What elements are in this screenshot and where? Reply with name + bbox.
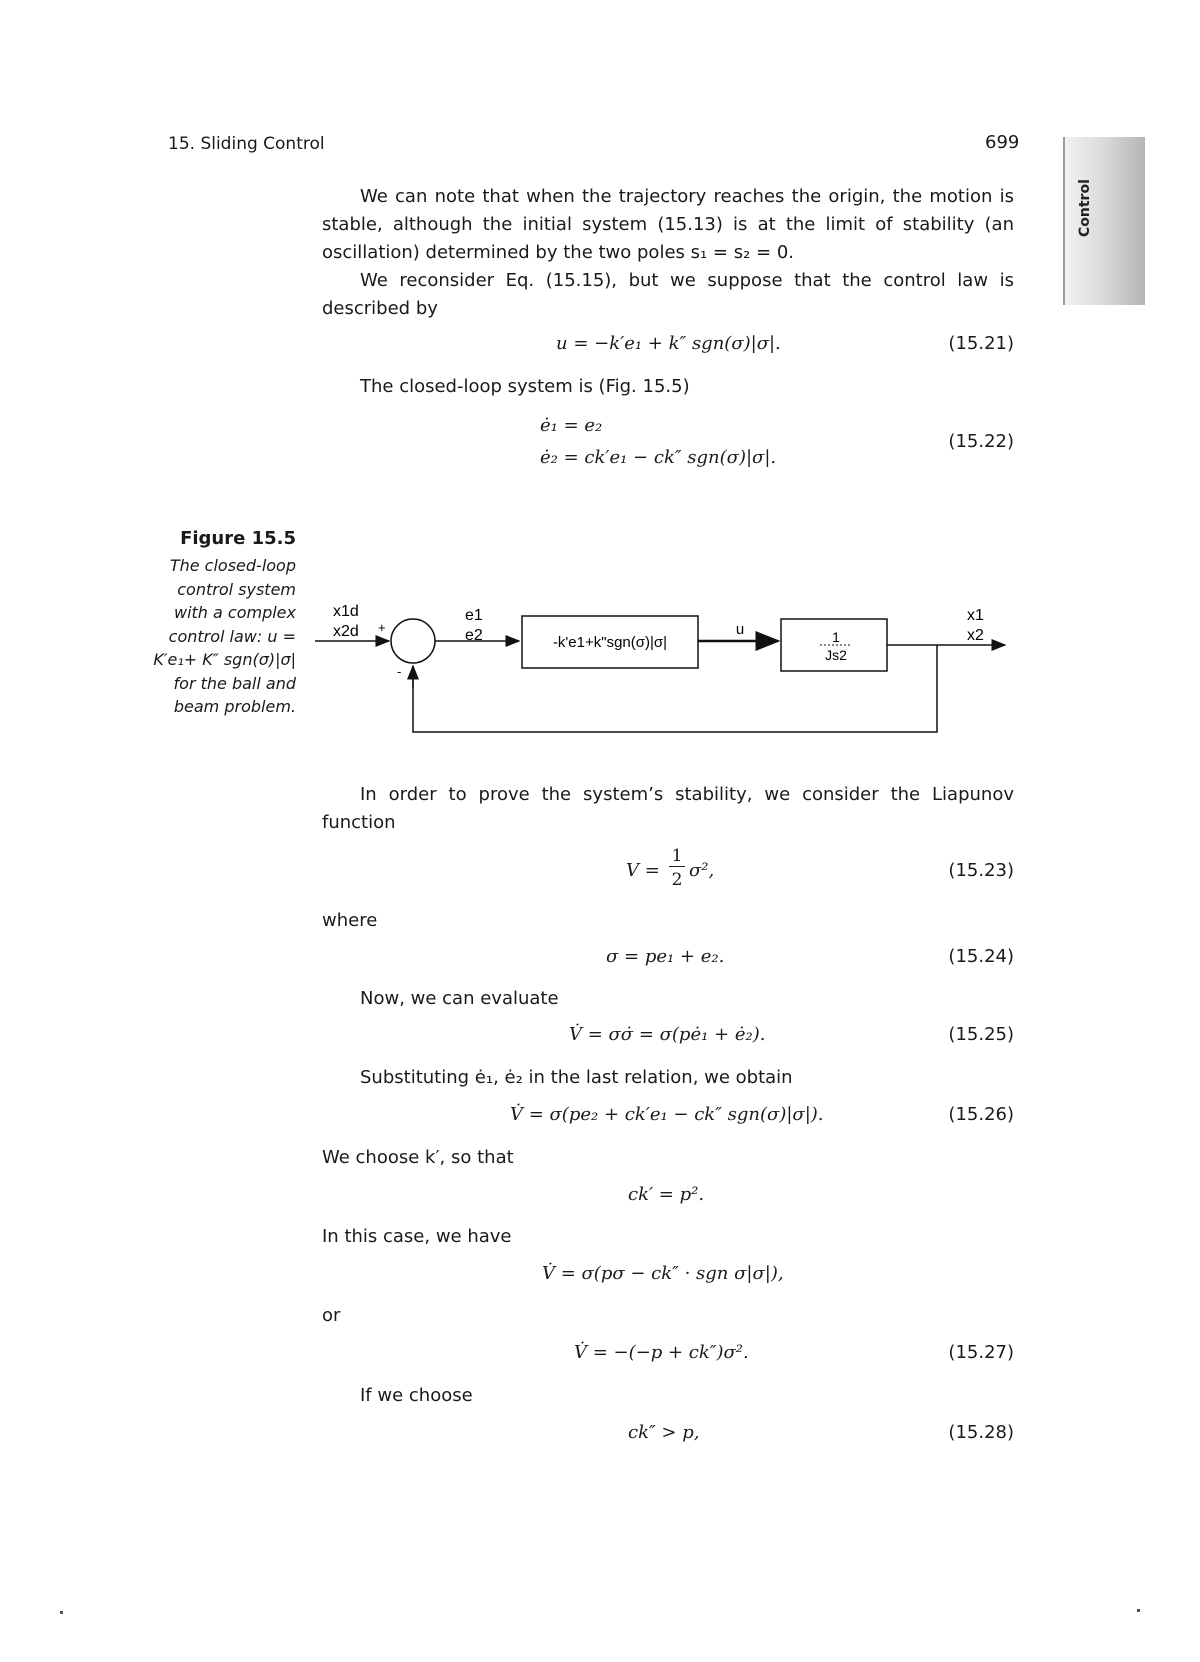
equation-15-26: V̇ = σ(pe₂ + ck′e₁ − ck″ sgn(σ)|σ|). bbox=[510, 1104, 824, 1125]
equation-number: (15.21) bbox=[948, 333, 1014, 354]
paragraph: In order to prove the system’s stability, we consider the Liapunov function bbox=[322, 784, 1014, 833]
paragraph: Substituting ė₁, ė₂ in the last relation, we obtain bbox=[360, 1067, 793, 1088]
figure-caption: The closed-loop control system with a complex control law: u = K′e₁+ K″ sgn(σ)|σ| for the ball and beam problem. bbox=[153, 556, 296, 716]
equation-number: (15.22) bbox=[948, 431, 1014, 452]
figure-label: Figure 15.5 bbox=[180, 528, 296, 549]
output-label-x1: x1 bbox=[967, 607, 984, 624]
plus-sign: + bbox=[378, 620, 386, 635]
paragraph: If we choose bbox=[360, 1385, 473, 1406]
equation-15-24: σ = pe₁ + e₂. bbox=[606, 946, 725, 967]
equation-number: (15.24) bbox=[948, 946, 1014, 967]
scan-mark bbox=[60, 1611, 63, 1614]
plant-numerator: 1 bbox=[832, 629, 840, 645]
equation-15-23-denominator: 2 bbox=[671, 870, 683, 890]
equation-15-23-lhs: V = bbox=[626, 860, 660, 881]
equation-15-28: ck″ > p, bbox=[628, 1422, 700, 1443]
paragraph: where bbox=[322, 910, 378, 931]
equation-number: (15.28) bbox=[948, 1422, 1014, 1443]
page-number: 699 bbox=[985, 132, 1020, 153]
equation-vdot-intermediate: V̇ = σ(pσ − ck″ · sgn σ|σ|), bbox=[542, 1263, 784, 1284]
equation-15-23-numerator: 1 bbox=[669, 846, 685, 867]
equation-15-22b: ė₂ = ck′e₁ − ck″ sgn(σ)|σ|. bbox=[540, 447, 777, 468]
minus-sign: - bbox=[397, 664, 402, 679]
paragraph: In this case, we have bbox=[322, 1226, 512, 1247]
equation-15-25: V̇ = σσ̇ = σ(pė₁ + ė₂). bbox=[569, 1024, 766, 1045]
side-tab bbox=[1063, 137, 1145, 305]
equation-15-21: u = −k′e₁ + k″ sgn(σ)|σ|. bbox=[556, 333, 781, 354]
scan-mark bbox=[1137, 1609, 1140, 1612]
controller-label: -k'e1+k"sgn(σ)|σ| bbox=[552, 634, 668, 651]
error-label-e1: e1 bbox=[465, 607, 483, 624]
equation-15-22a: ė₁ = e₂ bbox=[540, 415, 603, 436]
equation-number: (15.23) bbox=[948, 860, 1014, 881]
paragraph: We reconsider Eq. (15.15), but we suppose that the control law is described by bbox=[322, 270, 1014, 319]
input-label-x1d: x1d bbox=[333, 603, 359, 620]
output-label-x2: x2 bbox=[967, 627, 984, 644]
equation-number: (15.25) bbox=[948, 1024, 1014, 1045]
summing-junction bbox=[391, 619, 435, 663]
paragraph: We can note that when the trajectory reaches the origin, the motion is stable, although the initial system (15.13) is at the limit of stability (an oscillation) determined by the two poles s₁ = s₂ = 0. bbox=[322, 186, 1014, 263]
paragraph: or bbox=[322, 1305, 341, 1326]
equation-number: (15.26) bbox=[948, 1104, 1014, 1125]
equation-15-23-rhs: σ², bbox=[689, 860, 715, 881]
paragraph: The closed-loop system is (Fig. 15.5) bbox=[360, 376, 690, 397]
plant-denominator: Js2 bbox=[825, 647, 847, 663]
equation-number: (15.27) bbox=[948, 1342, 1014, 1363]
side-tab-label: Control bbox=[1077, 179, 1093, 237]
signal-u-label: u bbox=[735, 621, 745, 638]
paragraph: We choose k′, so that bbox=[322, 1147, 514, 1168]
paragraph: Now, we can evaluate bbox=[360, 988, 559, 1009]
equation-15-27: V̇ = −(−p + ck″)σ². bbox=[574, 1342, 749, 1363]
block-diagram bbox=[300, 588, 1020, 743]
error-label-e2: e2 bbox=[465, 627, 483, 644]
running-header-chapter: 15. Sliding Control bbox=[168, 134, 325, 154]
equation-ck-prime: ck′ = p². bbox=[628, 1184, 705, 1205]
input-label-x2d: x2d bbox=[333, 623, 359, 640]
